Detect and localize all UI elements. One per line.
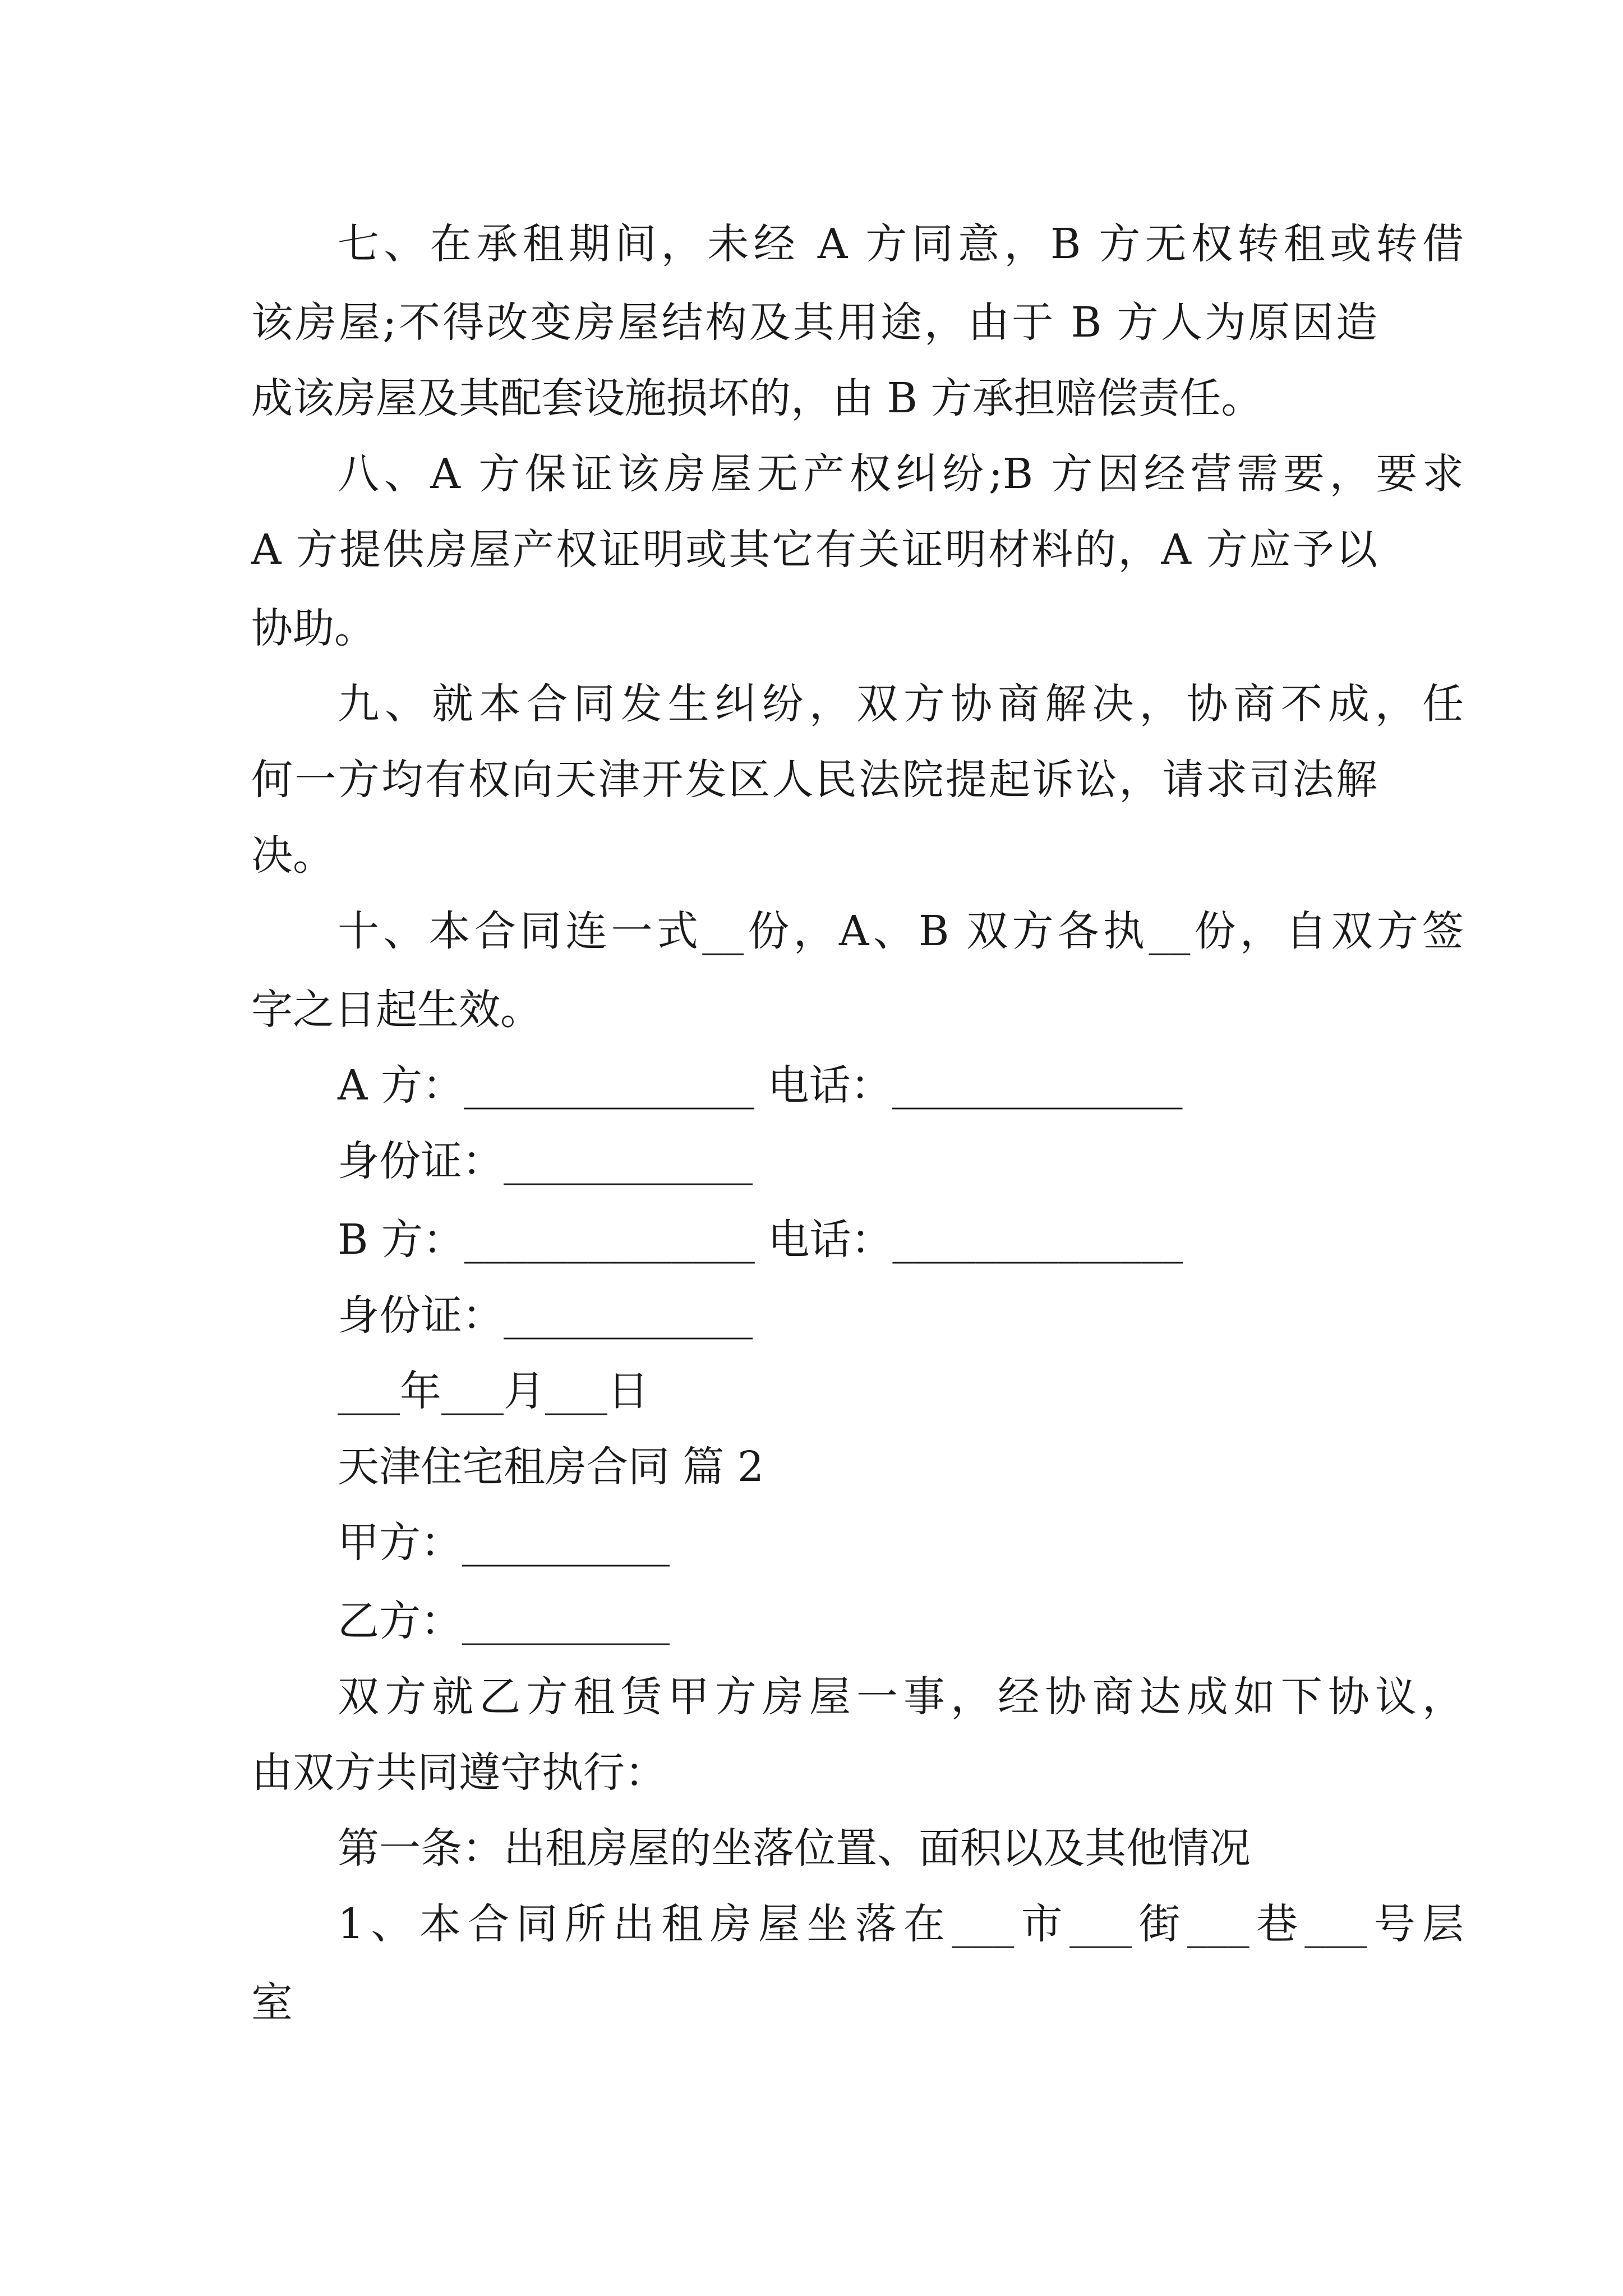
- party-b-id-line: 身份证：____________: [338, 1291, 753, 1340]
- party-yi-line: 乙方：__________: [338, 1597, 670, 1645]
- text-line: 该房屋;不得改变房屋结构及其用途，由于 B 方人为原因造: [251, 298, 1377, 347]
- text-line: 字之日起生效。: [251, 986, 542, 1034]
- party-jia-line: 甲方：__________: [338, 1519, 670, 1567]
- date-line: ___年___月___日: [338, 1367, 649, 1415]
- section-heading: 天津住宅租房合同 篇 2: [338, 1443, 764, 1491]
- party-a-id-line: 身份证：____________: [338, 1137, 753, 1185]
- text-line: 成该房屋及其配套设施损坏的，由 B 方承担赔偿责任。: [251, 374, 1263, 422]
- text-line: 协助。: [251, 604, 376, 652]
- text-line: 室: [251, 1978, 293, 2027]
- text-line-clause-7: 七、在承租期间，未经 A 方同意，B 方无权转租或转借: [338, 220, 1464, 268]
- text-line-clause-10: 十、本合同连一式__份，A、B 双方各执__份，自双方签: [338, 907, 1464, 955]
- text-line-clause-9: 九、就本合同发生纠纷，双方协商解决，协商不成，任: [338, 680, 1464, 728]
- text-line: A 方提供房屋产权证明或其它有关证明材料的，A 方应予以: [251, 526, 1377, 574]
- text-line-clause-8: 八、A 方保证该房屋无产权纠纷;B 方因经营需要，要求: [338, 450, 1464, 498]
- text-line: 何一方均有权向天津开发区人民法院提起诉讼，请求司法解: [251, 756, 1377, 804]
- text-line: 决。: [251, 831, 334, 880]
- article-1-heading: 第一条：出租房屋的坐落位置、面积以及其他情况: [338, 1824, 1251, 1872]
- party-b-signature-line: B 方：______________ 电话：______________: [338, 1216, 1183, 1264]
- party-a-signature-line: A 方：______________ 电话：______________: [338, 1061, 1183, 1110]
- text-line-agreement: 双方就乙方租赁甲方房屋一事，经协商达成如下协议，: [338, 1673, 1464, 1721]
- text-line-article-1-item-1: 1、本合同所出租房屋坐落在___市___街___巷___号层: [338, 1900, 1464, 1948]
- text-line: 由双方共同遵守执行：: [251, 1749, 666, 1797]
